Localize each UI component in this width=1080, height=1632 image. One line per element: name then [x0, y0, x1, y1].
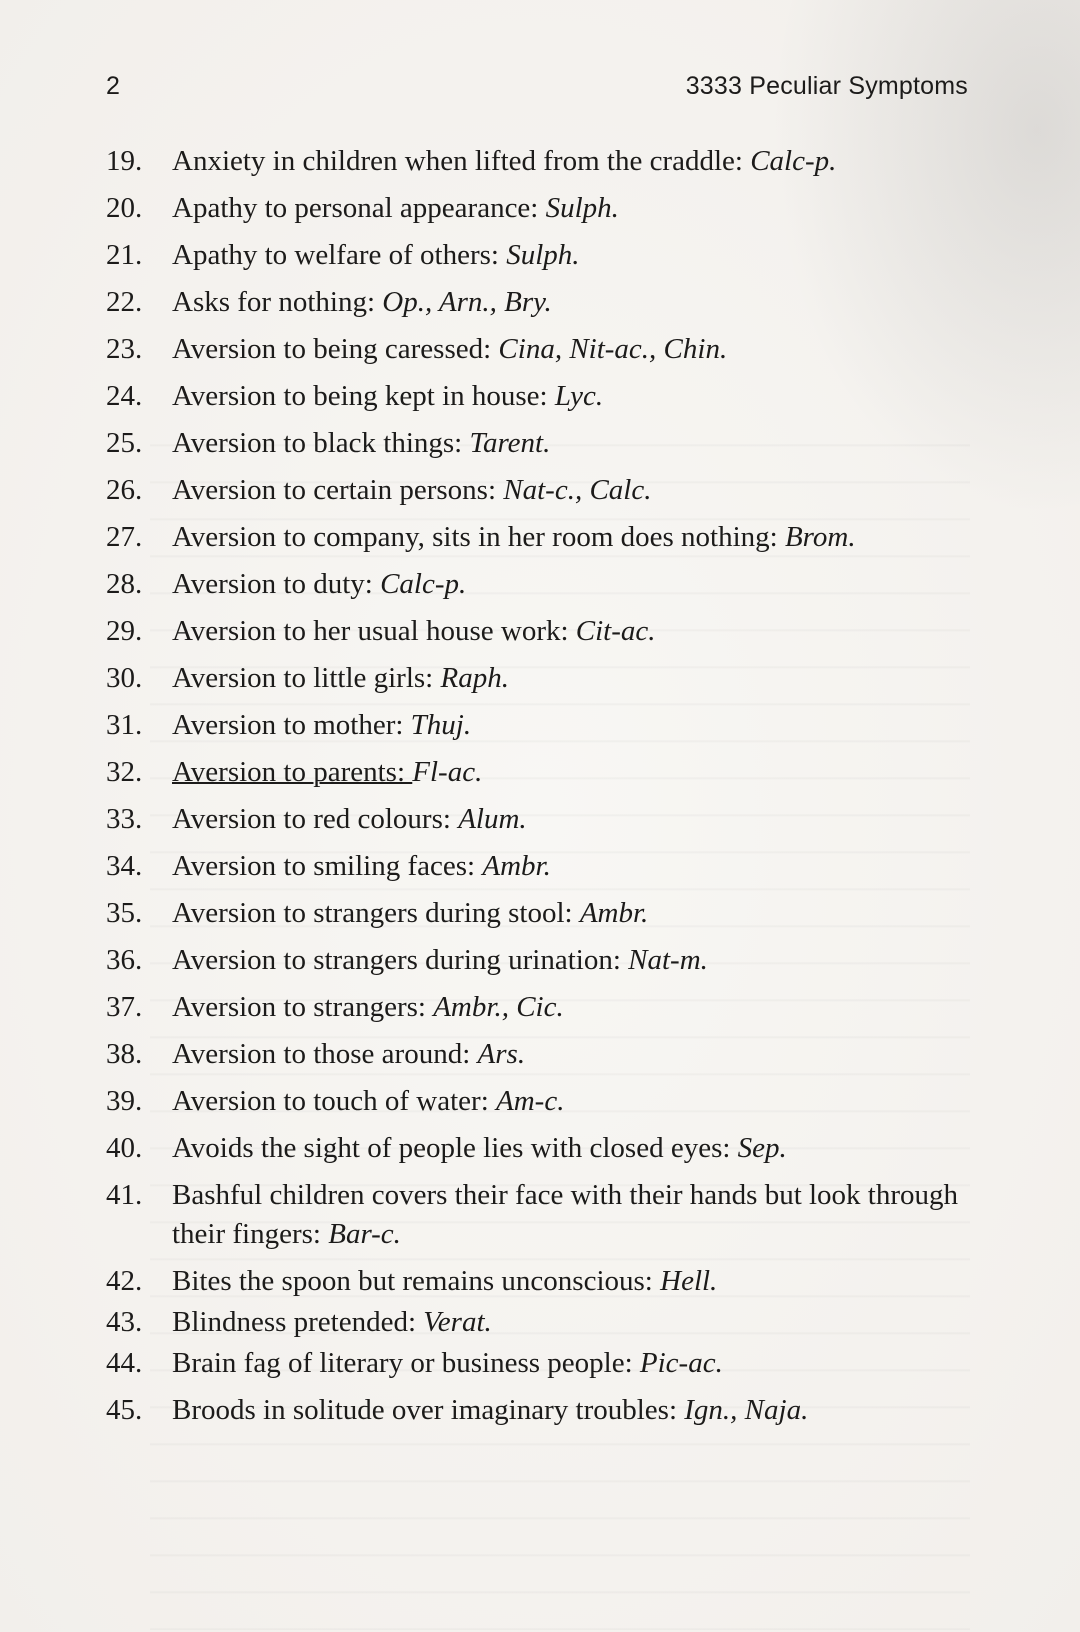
entry-text	[172, 330, 972, 369]
list-item	[106, 377, 972, 416]
entry-text	[172, 847, 972, 886]
entry-text	[172, 518, 972, 557]
entry-number: 44.	[106, 1347, 143, 1379]
entry-text	[172, 142, 972, 181]
entry-text	[172, 800, 972, 839]
entry-number: 23.	[106, 333, 143, 365]
symptom: Blindness pretended:	[172, 1306, 424, 1338]
entry-number: 34.	[106, 850, 143, 882]
entry-text	[172, 1082, 972, 1121]
list-item	[106, 142, 972, 181]
symptom-list	[106, 142, 972, 1438]
remedy: Nat-m.	[628, 944, 708, 976]
symptom: Aversion to being caressed:	[172, 333, 499, 365]
remedy: Fl-ac.	[412, 756, 483, 788]
symptom: Apathy to personal appearance:	[172, 192, 546, 224]
entry-number: 20.	[106, 192, 143, 224]
remedy: Sulph.	[506, 239, 580, 271]
entry-number: 42.	[106, 1265, 143, 1297]
entry-text	[172, 471, 972, 510]
entry-text	[172, 659, 972, 698]
entry-number: 31.	[106, 709, 143, 741]
remedy: Tarent.	[469, 427, 551, 459]
remedy: Brom.	[784, 521, 856, 553]
list-item	[106, 565, 972, 604]
symptom: Aversion to touch of water:	[172, 1085, 497, 1117]
remedy: Cit-ac.	[575, 615, 656, 647]
symptom: Broods in solitude over imaginary troubles:	[172, 1394, 685, 1426]
entry-number: 43.	[106, 1306, 143, 1338]
list-item	[106, 894, 972, 933]
entry-number: 35.	[106, 897, 143, 929]
symptom: Aversion to red colours:	[172, 803, 459, 835]
symptom: Aversion to black things:	[172, 427, 470, 459]
symptom: Aversion to certain persons:	[172, 474, 504, 506]
entry-number: 19.	[106, 145, 143, 177]
remedy: Thuj.	[410, 709, 472, 741]
remedy: Sulph.	[545, 192, 619, 224]
symptom: Brain fag of literary or business people:	[172, 1347, 640, 1379]
entry-text	[172, 1035, 972, 1074]
list-item	[106, 800, 972, 839]
list-item	[106, 424, 972, 463]
symptom: Aversion to smiling faces:	[172, 850, 483, 882]
entry-number: 28.	[106, 568, 143, 600]
list-item	[106, 847, 972, 886]
entry-text	[172, 424, 972, 463]
symptom: Aversion to parents:	[172, 756, 413, 788]
symptom: Aversion to those around:	[172, 1038, 478, 1070]
list-item	[106, 1082, 972, 1121]
page-header	[106, 72, 968, 112]
list-item	[106, 612, 972, 651]
list-item	[106, 1129, 972, 1168]
remedy: Bar-c.	[328, 1218, 401, 1250]
list-item	[106, 988, 972, 1027]
entry-number: 36.	[106, 944, 143, 976]
symptom: Bites the spoon but remains unconscious:	[172, 1265, 661, 1297]
symptom: Avoids the sight of people lies with closed eyes:	[172, 1132, 738, 1164]
symptom: Aversion to her usual house work:	[172, 615, 576, 647]
remedy: Ign., Naja.	[684, 1394, 809, 1426]
list-item	[106, 1303, 972, 1342]
remedy: Pic-ac.	[639, 1347, 723, 1379]
list-item	[106, 471, 972, 510]
symptom: Aversion to strangers:	[172, 991, 434, 1023]
entry-number: 21.	[106, 239, 143, 271]
entry-text	[172, 1176, 972, 1254]
remedy: Verat.	[423, 1306, 492, 1338]
remedy: Ambr., Cic.	[433, 991, 564, 1023]
remedy: Op., Arn., Bry.	[382, 286, 552, 318]
symptom: Aversion to mother:	[172, 709, 411, 741]
remedy: Calc-p.	[380, 568, 467, 600]
entry-text	[172, 941, 972, 980]
entry-number: 22.	[106, 286, 143, 318]
entry-text	[172, 377, 972, 416]
entry-number: 29.	[106, 615, 143, 647]
remedy: Ars.	[477, 1038, 526, 1070]
symptom: Aversion to strangers during stool:	[172, 897, 580, 929]
entry-text	[172, 988, 972, 1027]
running-title: 3333 Peculiar Symptoms	[685, 72, 968, 100]
remedy: Hell.	[660, 1265, 718, 1297]
remedy: Am-c.	[496, 1085, 565, 1117]
entry-number: 27.	[106, 521, 143, 553]
remedy: Ambr.	[482, 850, 551, 882]
entry-text	[172, 565, 972, 604]
entry-number: 38.	[106, 1038, 143, 1070]
symptom: Asks for nothing:	[172, 286, 383, 318]
entry-text	[172, 612, 972, 651]
list-item	[106, 283, 972, 322]
list-item	[106, 1391, 972, 1430]
entry-text	[172, 1303, 972, 1342]
entry-text	[172, 236, 972, 275]
remedy: Alum.	[458, 803, 527, 835]
entry-text	[172, 1262, 972, 1301]
entry-number: 37.	[106, 991, 143, 1023]
list-item	[106, 753, 972, 792]
list-item	[106, 189, 972, 228]
list-item	[106, 330, 972, 369]
entry-number: 41.	[106, 1179, 143, 1211]
symptom: Anxiety in children when lifted from the craddle:	[172, 145, 751, 177]
symptom: Aversion to little girls:	[172, 662, 441, 694]
entry-number: 24.	[106, 380, 143, 412]
list-item	[106, 659, 972, 698]
entry-number: 33.	[106, 803, 143, 835]
remedy: Lyc.	[554, 380, 604, 412]
entry-number: 39.	[106, 1085, 143, 1117]
list-item	[106, 518, 972, 557]
list-item	[106, 1176, 972, 1254]
entry-text	[172, 1391, 972, 1430]
entry-number: 25.	[106, 427, 143, 459]
page-number: 2	[106, 72, 121, 100]
remedy: Nat-c., Calc.	[503, 474, 652, 506]
symptom: Bashful children covers their face with their hands but look through their fingers:	[172, 1179, 959, 1250]
entry-number: 32.	[106, 756, 143, 788]
entry-number: 45.	[106, 1394, 143, 1426]
list-item	[106, 941, 972, 980]
remedy: Calc-p.	[750, 145, 837, 177]
list-item	[106, 236, 972, 275]
entry-number: 30.	[106, 662, 143, 694]
remedy: Cina, Nit-ac., Chin.	[498, 333, 728, 365]
symptom: Aversion to duty:	[172, 568, 381, 600]
entry-text	[172, 189, 972, 228]
list-item	[106, 706, 972, 745]
remedy: Ambr.	[579, 897, 649, 929]
entry-number: 40.	[106, 1132, 143, 1164]
entry-text	[172, 753, 972, 792]
symptom: Aversion to being kept in house:	[172, 380, 555, 412]
symptom: Aversion to company, sits in her room does nothing:	[172, 521, 785, 553]
entry-number: 26.	[106, 474, 143, 506]
entry-text	[172, 283, 972, 322]
entry-text	[172, 1344, 972, 1383]
list-item	[106, 1262, 972, 1301]
symptom: Apathy to welfare of others:	[172, 239, 507, 271]
list-item	[106, 1344, 972, 1383]
entry-text	[172, 706, 972, 745]
list-item	[106, 1035, 972, 1074]
entry-text	[172, 1129, 972, 1168]
remedy: Raph.	[440, 662, 509, 694]
entry-text	[172, 894, 972, 933]
symptom: Aversion to strangers during urination:	[172, 944, 629, 976]
remedy: Sep.	[737, 1132, 787, 1164]
